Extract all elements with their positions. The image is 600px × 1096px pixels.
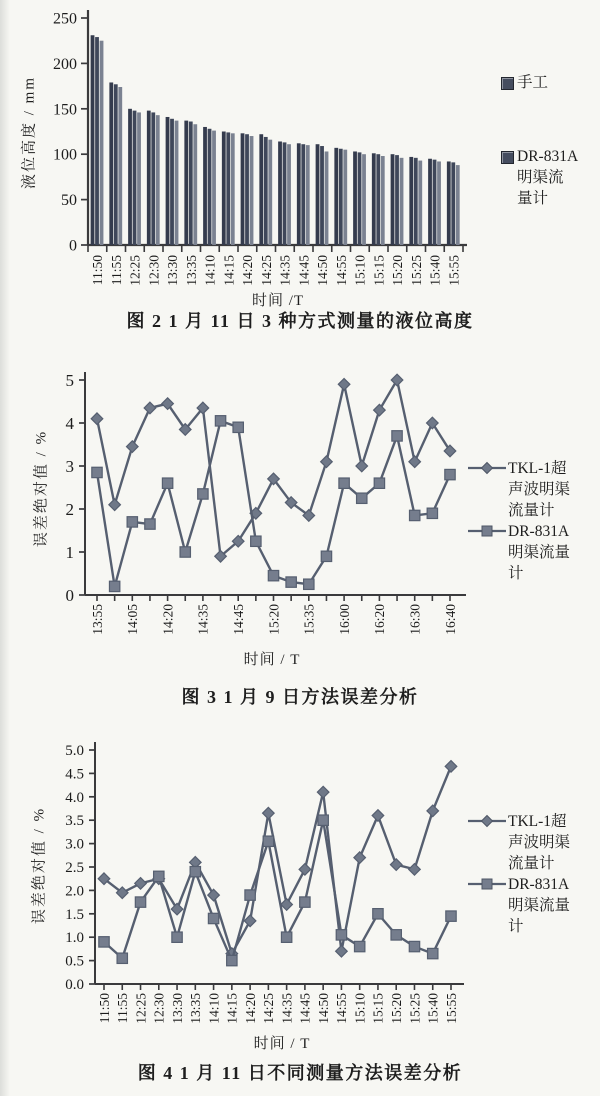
svg-text:4: 4 xyxy=(65,414,74,433)
legend-label: DR-831A 明渠流量 计 xyxy=(508,523,571,582)
svg-text:5.0: 5.0 xyxy=(65,743,84,759)
svg-text:14:25: 14:25 xyxy=(261,993,277,1024)
svg-text:15:20: 15:20 xyxy=(266,604,282,635)
figure-3-legend xyxy=(468,458,570,584)
line-diamond-icon xyxy=(468,461,506,475)
figure-3-x-axis-title: 时间 / T xyxy=(243,652,301,668)
svg-text:14:50: 14:50 xyxy=(315,993,331,1024)
svg-text:14:15: 14:15 xyxy=(224,993,240,1024)
svg-text:50: 50 xyxy=(61,192,77,210)
x-axis-labels xyxy=(90,255,461,286)
line-diamond-icon xyxy=(468,814,506,828)
svg-text:4.5: 4.5 xyxy=(65,766,84,783)
svg-text:13:30: 13:30 xyxy=(165,255,181,286)
svg-text:14:50: 14:50 xyxy=(315,255,331,286)
legend-item-1 xyxy=(501,146,578,209)
legend-label: 手工 xyxy=(517,74,549,91)
svg-text:3: 3 xyxy=(65,457,74,476)
figure-4-caption: 图 4 1 月 11 日不同测量方法误差分析 xyxy=(137,1063,463,1083)
svg-text:15:20: 15:20 xyxy=(390,255,406,286)
legend-item-1 xyxy=(468,521,570,584)
figure-4-x-axis-title: 时间 / T xyxy=(253,1036,311,1052)
svg-text:4.0: 4.0 xyxy=(65,789,84,806)
svg-text:11:55: 11:55 xyxy=(115,993,131,1024)
svg-text:14:35: 14:35 xyxy=(279,993,295,1024)
svg-text:14:05: 14:05 xyxy=(125,604,141,635)
svg-text:11:55: 11:55 xyxy=(108,255,124,286)
svg-text:15:25: 15:25 xyxy=(408,255,424,286)
x-axis-labels xyxy=(97,993,459,1024)
line-series-0 xyxy=(98,761,457,960)
legend-item-0 xyxy=(468,458,570,521)
line-series-1 xyxy=(99,815,456,966)
x-axis-labels xyxy=(90,604,458,635)
figure-2-bar-chart xyxy=(0,0,600,352)
figure-2-x-axis-title: 时间 /T xyxy=(251,293,305,309)
svg-text:14:55: 14:55 xyxy=(333,255,349,286)
svg-text:0.0: 0.0 xyxy=(65,977,84,993)
legend-item-0 xyxy=(501,72,578,93)
legend-label: TKL-1超 声波明渠 流量计 xyxy=(508,813,571,872)
svg-text:15:15: 15:15 xyxy=(371,255,387,286)
figure-2-y-axis-title: 液位高度 / mm xyxy=(21,76,38,190)
line-square-icon xyxy=(468,524,506,538)
y-axis-ticks xyxy=(53,11,88,255)
svg-text:1: 1 xyxy=(65,543,74,562)
svg-text:2.0: 2.0 xyxy=(65,883,84,900)
svg-text:250: 250 xyxy=(53,10,77,28)
line-square-icon xyxy=(468,877,506,891)
svg-text:14:10: 14:10 xyxy=(202,255,218,286)
figure-4-y-axis-title: 误差绝对值 / % xyxy=(31,806,48,925)
x-axis-ticks xyxy=(88,245,463,252)
svg-text:11:50: 11:50 xyxy=(90,255,106,286)
svg-text:12:25: 12:25 xyxy=(133,993,149,1024)
svg-text:2: 2 xyxy=(65,500,74,519)
figure-3-line-chart xyxy=(0,352,600,735)
svg-text:1.5: 1.5 xyxy=(65,906,84,923)
svg-text:1.0: 1.0 xyxy=(65,930,84,947)
svg-text:15:55: 15:55 xyxy=(443,993,459,1024)
figure-4-line-chart xyxy=(0,735,600,1096)
line-series-0 xyxy=(91,374,456,562)
legend-item-0 xyxy=(468,811,570,874)
svg-text:14:20: 14:20 xyxy=(242,993,258,1024)
y-axis-ticks xyxy=(66,371,86,605)
y-axis-ticks xyxy=(65,743,95,993)
svg-text:16:00: 16:00 xyxy=(336,604,352,635)
svg-text:14:25: 14:25 xyxy=(258,255,274,286)
svg-text:13:30: 13:30 xyxy=(169,993,185,1024)
svg-text:15:10: 15:10 xyxy=(352,993,368,1024)
svg-text:14:20: 14:20 xyxy=(240,254,256,286)
svg-text:14:45: 14:45 xyxy=(297,993,313,1024)
square-swatch-icon xyxy=(501,151,514,164)
figure-4-legend xyxy=(468,811,570,937)
legend-label: DR-831A 明渠流 量计 xyxy=(517,148,579,207)
svg-text:13:35: 13:35 xyxy=(183,255,199,286)
svg-text:14:45: 14:45 xyxy=(296,255,312,286)
svg-text:12:30: 12:30 xyxy=(146,255,162,286)
x-axis-ticks xyxy=(97,595,450,601)
svg-text:11:50: 11:50 xyxy=(96,993,112,1024)
figure-2-caption: 图 2 1 月 11 日 3 种方式测量的液位高度 xyxy=(126,311,474,331)
svg-text:16:40: 16:40 xyxy=(442,604,458,635)
svg-text:15:55: 15:55 xyxy=(446,255,462,286)
svg-text:0: 0 xyxy=(65,586,74,605)
svg-text:14:20: 14:20 xyxy=(160,604,176,635)
figure-2-legend xyxy=(501,72,578,209)
svg-text:14:10: 14:10 xyxy=(206,993,222,1024)
line-series-1 xyxy=(92,416,455,592)
legend-label: TKL-1超 声波明渠 流量计 xyxy=(508,460,571,519)
svg-text:14:55: 14:55 xyxy=(334,993,350,1024)
svg-text:15:25: 15:25 xyxy=(407,993,423,1024)
square-swatch-icon xyxy=(501,77,514,90)
svg-text:15:35: 15:35 xyxy=(301,604,317,635)
svg-text:100: 100 xyxy=(53,146,77,164)
svg-text:16:30: 16:30 xyxy=(407,604,423,635)
svg-text:14:35: 14:35 xyxy=(195,604,211,635)
svg-text:3.5: 3.5 xyxy=(65,813,84,830)
svg-text:12:30: 12:30 xyxy=(151,993,167,1024)
svg-text:150: 150 xyxy=(53,101,77,119)
svg-text:14:15: 14:15 xyxy=(221,254,237,286)
svg-text:14:45: 14:45 xyxy=(231,604,246,635)
svg-text:16:20: 16:20 xyxy=(372,604,388,635)
svg-text:200: 200 xyxy=(53,55,77,73)
svg-text:12:25: 12:25 xyxy=(127,255,143,286)
figure-3-caption: 图 3 1 月 9 日方法误差分析 xyxy=(181,687,419,707)
svg-text:13:55: 13:55 xyxy=(89,604,105,635)
svg-text:14:35: 14:35 xyxy=(277,255,293,286)
figure-3-y-axis-title: 误差绝对值 / % xyxy=(33,429,50,548)
svg-text:3.0: 3.0 xyxy=(65,836,84,853)
svg-text:13:35: 13:35 xyxy=(188,993,204,1024)
legend-item-1 xyxy=(468,874,570,937)
svg-text:15:10: 15:10 xyxy=(352,255,368,286)
svg-text:0.5: 0.5 xyxy=(65,953,84,970)
svg-text:15:20: 15:20 xyxy=(389,993,405,1024)
svg-text:2.5: 2.5 xyxy=(65,860,84,876)
svg-text:0: 0 xyxy=(69,237,77,255)
svg-text:15:15: 15:15 xyxy=(370,993,386,1024)
svg-text:15:40: 15:40 xyxy=(427,255,443,286)
legend-label: DR-831A 明渠流量 计 xyxy=(508,876,571,935)
svg-text:5: 5 xyxy=(65,371,74,390)
svg-text:15:40: 15:40 xyxy=(425,993,441,1024)
